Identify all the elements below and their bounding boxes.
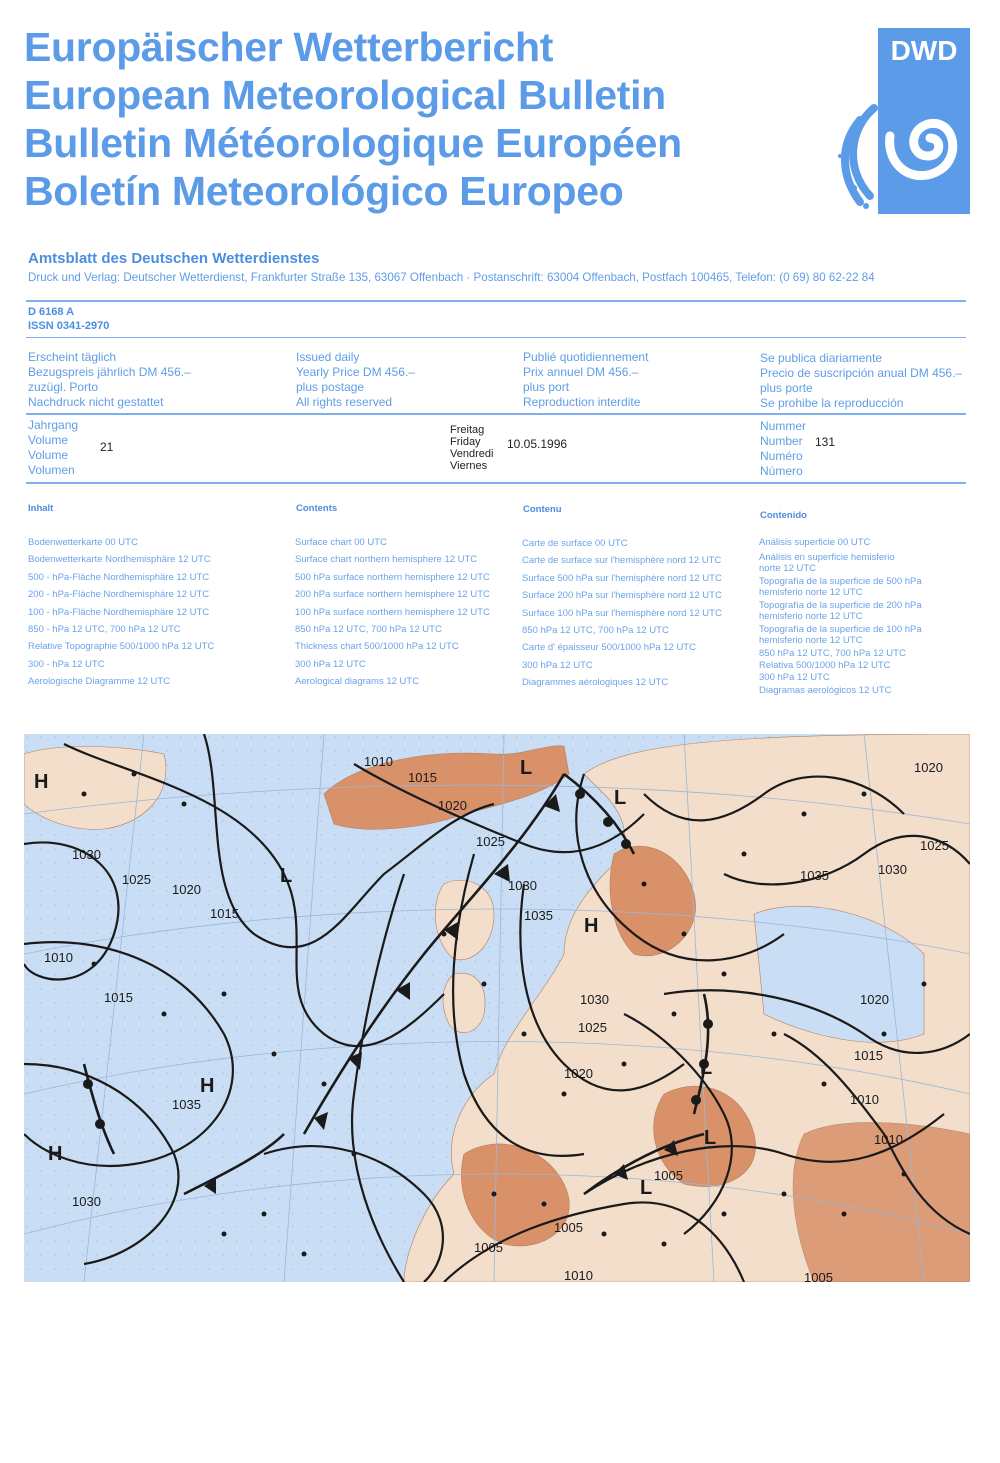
list-item: Relativa 500/1000 hPa 12 UTC — [759, 660, 891, 671]
list-item: 100 - hPa-Fläche Nordhemisphäre 12 UTC — [28, 606, 210, 618]
list-item: 300 - hPa 12 UTC — [28, 658, 105, 670]
isobar-label: 1010 — [44, 950, 73, 965]
isobar-label: 1005 — [554, 1220, 583, 1235]
list-item: Carte d' épaisseur 500/1000 hPa 12 UTC — [522, 642, 696, 654]
day-labels: Freitag Friday Vendredi Viernes — [450, 424, 494, 472]
list-item: Bodenwetterkarte Nordhemisphäre 12 UTC — [28, 554, 211, 566]
list-item: Carte de surface sur l'hemisphère nord 12 UTC — [522, 555, 722, 567]
contents-heading-de: Inhalt — [28, 503, 54, 514]
issue-number: 131 — [815, 435, 836, 449]
title-spanish: Boletín Meteorológico Europeo — [24, 168, 624, 214]
subscription-fr: Publié quotidiennement Prix annuel DM 456.– plus port Reproduction interdite — [523, 350, 649, 409]
list-item: 300 hPa 12 UTC — [759, 672, 830, 683]
low-pressure-center: L — [704, 1127, 717, 1149]
list-item: 850 - hPa 12 UTC, 700 hPa 12 UTC — [28, 624, 181, 636]
title-english: European Meteorological Bulletin — [24, 72, 666, 118]
isobar-label: 1030 — [508, 878, 537, 893]
divider-1 — [26, 300, 966, 302]
surface-weather-map — [24, 734, 970, 1282]
isobar-label: 1015 — [104, 990, 133, 1005]
list-item: Aerologische Diagramme 12 UTC — [28, 676, 171, 688]
isobar-label: 1025 — [122, 872, 151, 887]
isobar-label: 1020 — [438, 798, 467, 813]
list-item: Diagramas aerológicos 12 UTC — [759, 685, 892, 696]
list-item: 850 hPa 12 UTC, 700 hPa 12 UTC — [759, 648, 906, 659]
list-item: Surface chart 00 UTC — [295, 537, 387, 548]
isobar-label: 1010 — [364, 754, 393, 769]
list-item: 850 hPa 12 UTC, 700 hPa 12 UTC — [522, 625, 669, 637]
dwd-logo — [830, 28, 970, 214]
isobar-label: 1020 — [564, 1066, 593, 1081]
list-item: 200 hPa surface northern hemisphere 12 UTC — [295, 589, 490, 601]
contents-heading-fr: Contenu — [523, 504, 562, 515]
volume-value: 21 — [100, 440, 114, 454]
volume-labels: Jahrgang Volume Volume Volumen — [28, 418, 79, 477]
issue-date: 10.05.1996 — [507, 437, 568, 451]
title-french: Bulletin Météorologique Européen — [24, 120, 682, 166]
list-item: 300 hPa 12 UTC — [295, 658, 366, 670]
isobar-label: 1020 — [172, 882, 201, 897]
publication-code: D 6168 A — [28, 306, 75, 318]
publisher-name: Amtsblatt des Deutschen Wetterdienstes — [28, 250, 320, 267]
subscription-de: Erscheint täglich Bezugspreis jährlich DM 456.– zuzügl. Porto Nachdruck nicht gestattet — [28, 350, 191, 409]
isobar-label: 1010 — [564, 1268, 593, 1282]
list-item: Surface 100 hPa sur l'hemisphère nord 12 UTC — [522, 607, 722, 619]
list-item: 300 hPa 12 UTC — [522, 659, 593, 671]
dwd-logo-text: DWD — [890, 35, 958, 66]
list-item: Topografía de la superficie de 200 hPa — [759, 600, 922, 611]
list-item: 100 hPa surface northern hemisphere 12 UTC — [295, 606, 490, 618]
list-item: Topografía de la superficie de 100 hPa — [759, 624, 922, 635]
list-item: Surface 200 hPa sur l'hemisphère nord 12 UTC — [522, 590, 722, 602]
isobar-label: 1005 — [474, 1240, 503, 1255]
number-labels: Nummer Number Numéro Número — [760, 419, 807, 478]
isobar-label: 1025 — [920, 838, 949, 853]
isobar-label: 1020 — [860, 992, 889, 1007]
divider-4 — [26, 482, 966, 484]
list-item: Análisis en superficie hemisferio — [759, 552, 895, 563]
list-item: 500 hPa surface northern hemisphere 12 UTC — [295, 571, 490, 583]
isobar-label: 1030 — [878, 862, 907, 877]
subscription-en: Issued daily Yearly Price DM 456.– plus postage All rights reserved — [296, 350, 415, 409]
low-pressure-center: L — [280, 865, 293, 887]
list-item: Surface chart northern hemisphere 12 UTC — [295, 554, 478, 566]
isobar-label: 1015 — [408, 770, 437, 785]
list-item: Diagrammes aérologiques 12 UTC — [522, 677, 669, 689]
isobar-label: 1010 — [874, 1132, 903, 1147]
isobar-label: 1005 — [804, 1270, 833, 1282]
list-item: Bodenwetterkarte 00 UTC — [28, 537, 138, 548]
isobar-label: 1015 — [854, 1048, 883, 1063]
low-pressure-center: L — [640, 1177, 653, 1199]
low-pressure-center: L — [700, 1057, 713, 1079]
isobar-label: 1030 — [72, 1194, 101, 1209]
subscription-es: Se publica diariamente Precio de suscripción anual DM 456.– plus porte Se prohibe la reproducción — [760, 351, 963, 410]
isobar-label: 1010 — [850, 1092, 879, 1107]
isobar-label: 1005 — [654, 1168, 683, 1183]
list-item: 850 hPa 12 UTC, 700 hPa 12 UTC — [295, 624, 442, 636]
list-item: Análisis superficie 00 UTC — [759, 537, 871, 548]
low-pressure-center: L — [520, 757, 533, 779]
contents-list-en — [295, 534, 490, 691]
isobar-label: 1035 — [172, 1097, 201, 1112]
list-item: hemisferio norte 12 UTC — [759, 587, 863, 598]
list-item: norte 12 UTC — [759, 563, 817, 574]
isobar-label: 1035 — [524, 908, 553, 923]
list-item: hemisferio norte 12 UTC — [759, 611, 863, 622]
isobar-label: 1030 — [72, 847, 101, 862]
divider-3 — [26, 413, 966, 415]
isobar-label: 1025 — [578, 1020, 607, 1035]
list-item: Carte de surface 00 UTC — [522, 538, 628, 549]
contents-list-fr — [522, 535, 722, 692]
divider-2 — [26, 337, 966, 338]
title-german: Europäischer Wetterbericht — [24, 24, 554, 70]
isobar-label: 1035 — [800, 868, 829, 883]
list-item: 500 - hPa-Fläche Nordhemisphäre 12 UTC — [28, 571, 210, 583]
contents-list-es — [759, 537, 922, 696]
high-pressure-center: H — [584, 915, 599, 937]
isobar-label: 1025 — [476, 834, 505, 849]
high-pressure-center: H — [200, 1075, 215, 1097]
list-item: Relative Topographie 500/1000 hPa 12 UTC — [28, 641, 215, 653]
low-pressure-center: L — [614, 787, 627, 809]
issn: ISSN 0341-2970 — [28, 320, 110, 332]
isobar-label: 1030 — [580, 992, 609, 1007]
list-item: 200 - hPa-Fläche Nordhemisphäre 12 UTC — [28, 589, 210, 601]
high-pressure-center: H — [48, 1143, 63, 1165]
list-item: Aerological diagrams 12 UTC — [295, 676, 420, 688]
isobar-label: 1015 — [210, 906, 239, 921]
contents-heading-es: Contenido — [760, 510, 807, 521]
isobar-label: 1020 — [914, 760, 943, 775]
high-pressure-center: H — [34, 771, 49, 793]
list-item: hemisferio norte 12 UTC — [759, 635, 863, 646]
contents-list-de — [28, 534, 214, 691]
list-item: Topografía de la superficie de 500 hPa — [759, 576, 922, 587]
publisher-address: Druck und Verlag: Deutscher Wetterdienst, Frankfurter Straße 135, 63067 Offenbach · Postanschrift: 63004 Offenbach, Postfach 100465, Telefon: (0 69) 80 62-22 84 — [28, 271, 875, 284]
list-item: Surface 500 hPa sur l'hemisphère nord 12 UTC — [522, 572, 722, 584]
contents-heading-en: Contents — [296, 503, 338, 514]
list-item: Thickness chart 500/1000 hPa 12 UTC — [295, 641, 459, 653]
